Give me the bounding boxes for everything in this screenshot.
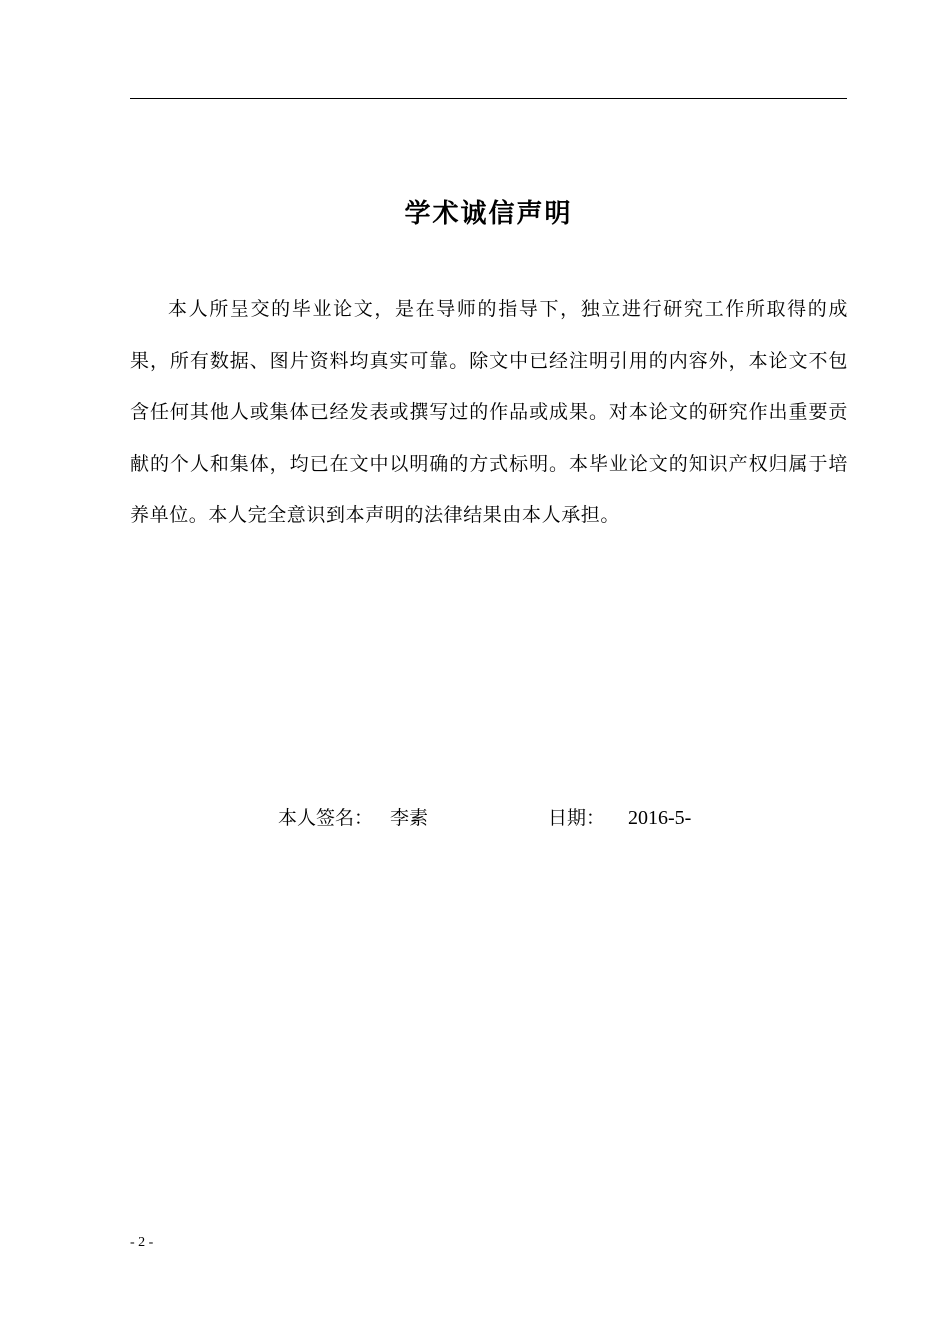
signature-name: 李素 [390, 807, 429, 829]
date-label: 日期： [548, 807, 606, 829]
signature-row [0, 800, 950, 836]
header-rule [130, 98, 847, 99]
signature-label: 本人签名： [278, 807, 374, 829]
statement-paragraph: 本人所呈交的毕业论文，是在导师的指导下，独立进行研究工作所取得的成果，所有数据、图片资料均真实可靠。除文中已经注明引用的内容外，本论文不包含任何其他人或集体已经发表或撰写过的作品或成果。对本论文的研究作出重要贡献的个人和集体，均已在文中以明确的方式标明。本毕业论文的知识产权归属于培养单位。本人完全意识到本声明的法律结果由本人承担。 [130, 298, 848, 526]
page-number: - 2 - [130, 1235, 154, 1250]
page-title: 学术诚信声明 [404, 199, 573, 229]
date-value: 2016-5- [628, 807, 692, 829]
